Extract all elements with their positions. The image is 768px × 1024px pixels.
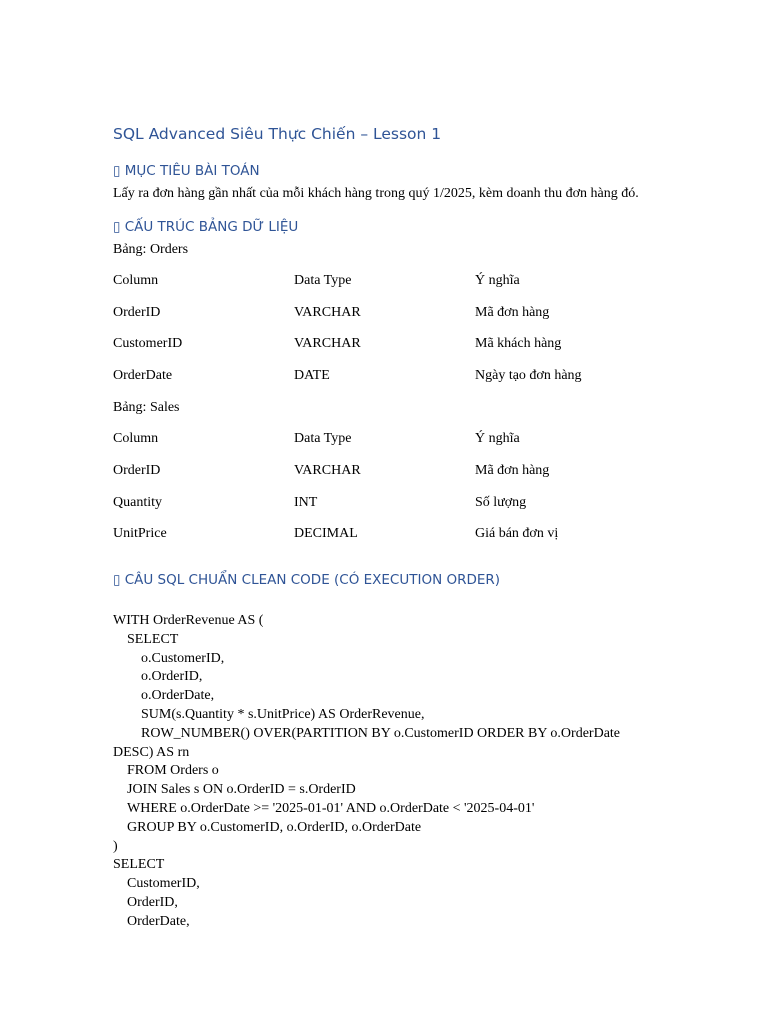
code-line: SELECT bbox=[127, 631, 179, 647]
code-line: ) bbox=[113, 838, 118, 854]
table-cell: Mã khách hàng bbox=[475, 336, 562, 351]
code-line: o.CustomerID, bbox=[141, 650, 225, 666]
header-cell: Data Type bbox=[294, 273, 352, 288]
document-title: SQL Advanced Siêu Thực Chiến – Lesson 1 bbox=[113, 125, 442, 143]
sql-code-block bbox=[113, 612, 673, 932]
table-row bbox=[113, 336, 673, 356]
structure-heading: ▯ CẤU TRÚC BẢNG DỮ LIỆU bbox=[113, 219, 299, 235]
sales-table-header bbox=[113, 431, 673, 451]
code-line: WHERE o.OrderDate >= '2025-01-01' AND o.OrderDate < '2025-04-01' bbox=[127, 800, 535, 816]
header-cell: Column bbox=[113, 273, 159, 288]
code-line: o.OrderDate, bbox=[141, 688, 215, 704]
table-cell: CustomerID bbox=[113, 336, 183, 351]
table-cell: Ngày tạo đơn hàng bbox=[475, 368, 582, 383]
table-cell: VARCHAR bbox=[294, 463, 361, 478]
table-cell: Quantity bbox=[113, 495, 162, 510]
header-cell: Ý nghĩa bbox=[475, 431, 520, 446]
table-row bbox=[113, 495, 673, 515]
header-cell: Column bbox=[113, 431, 159, 446]
table-row bbox=[113, 305, 673, 325]
table-row bbox=[113, 526, 673, 546]
sql-heading: ▯ CÂU SQL CHUẨN CLEAN CODE (CÓ EXECUTION ORDER) bbox=[113, 572, 501, 588]
code-line: FROM Orders o bbox=[127, 763, 219, 779]
orders-table-header bbox=[113, 273, 673, 293]
code-line: CustomerID, bbox=[127, 876, 200, 892]
table-cell: OrderID bbox=[113, 463, 161, 478]
sales-table-label: Bảng: Sales bbox=[113, 400, 180, 415]
table-cell: Giá bán đơn vị bbox=[475, 526, 559, 541]
code-line: OrderID, bbox=[127, 894, 178, 910]
code-line: JOIN Sales s ON o.OrderID = s.OrderID bbox=[127, 782, 356, 798]
code-line: SELECT bbox=[113, 857, 165, 873]
code-line: WITH OrderRevenue AS ( bbox=[113, 613, 264, 628]
code-line: OrderDate, bbox=[127, 913, 190, 929]
table-row bbox=[113, 368, 673, 388]
orders-table-label: Bảng: Orders bbox=[113, 242, 189, 257]
table-cell: Mã đơn hàng bbox=[475, 305, 550, 320]
goal-text: Lấy ra đơn hàng gần nhất của mỗi khách hàng trong quý 1/2025, kèm doanh thu đơn hàng đó. bbox=[113, 186, 639, 201]
header-cell: Data Type bbox=[294, 431, 352, 446]
table-cell: VARCHAR bbox=[294, 336, 361, 351]
table-cell: VARCHAR bbox=[294, 305, 361, 320]
table-cell: Mã đơn hàng bbox=[475, 463, 550, 478]
table-cell: UnitPrice bbox=[113, 526, 167, 541]
code-line: ROW_NUMBER() OVER(PARTITION BY o.CustomerID ORDER BY o.OrderDate bbox=[141, 725, 621, 741]
table-cell: OrderID bbox=[113, 305, 161, 320]
code-line: SUM(s.Quantity * s.UnitPrice) AS OrderRevenue, bbox=[141, 706, 425, 722]
goal-heading: ▯ MỤC TIÊU BÀI TOÁN bbox=[113, 163, 260, 179]
code-line: DESC) AS rn bbox=[113, 744, 190, 760]
table-cell: OrderDate bbox=[113, 368, 173, 383]
table-cell: INT bbox=[294, 495, 318, 510]
code-line: o.OrderID, bbox=[141, 669, 203, 685]
table-cell: Số lượng bbox=[475, 495, 527, 510]
header-cell: Ý nghĩa bbox=[475, 273, 520, 288]
table-row bbox=[113, 463, 673, 483]
code-line: GROUP BY o.CustomerID, o.OrderID, o.OrderDate bbox=[127, 819, 422, 835]
table-cell: DATE bbox=[294, 368, 330, 383]
table-cell: DECIMAL bbox=[294, 526, 358, 541]
